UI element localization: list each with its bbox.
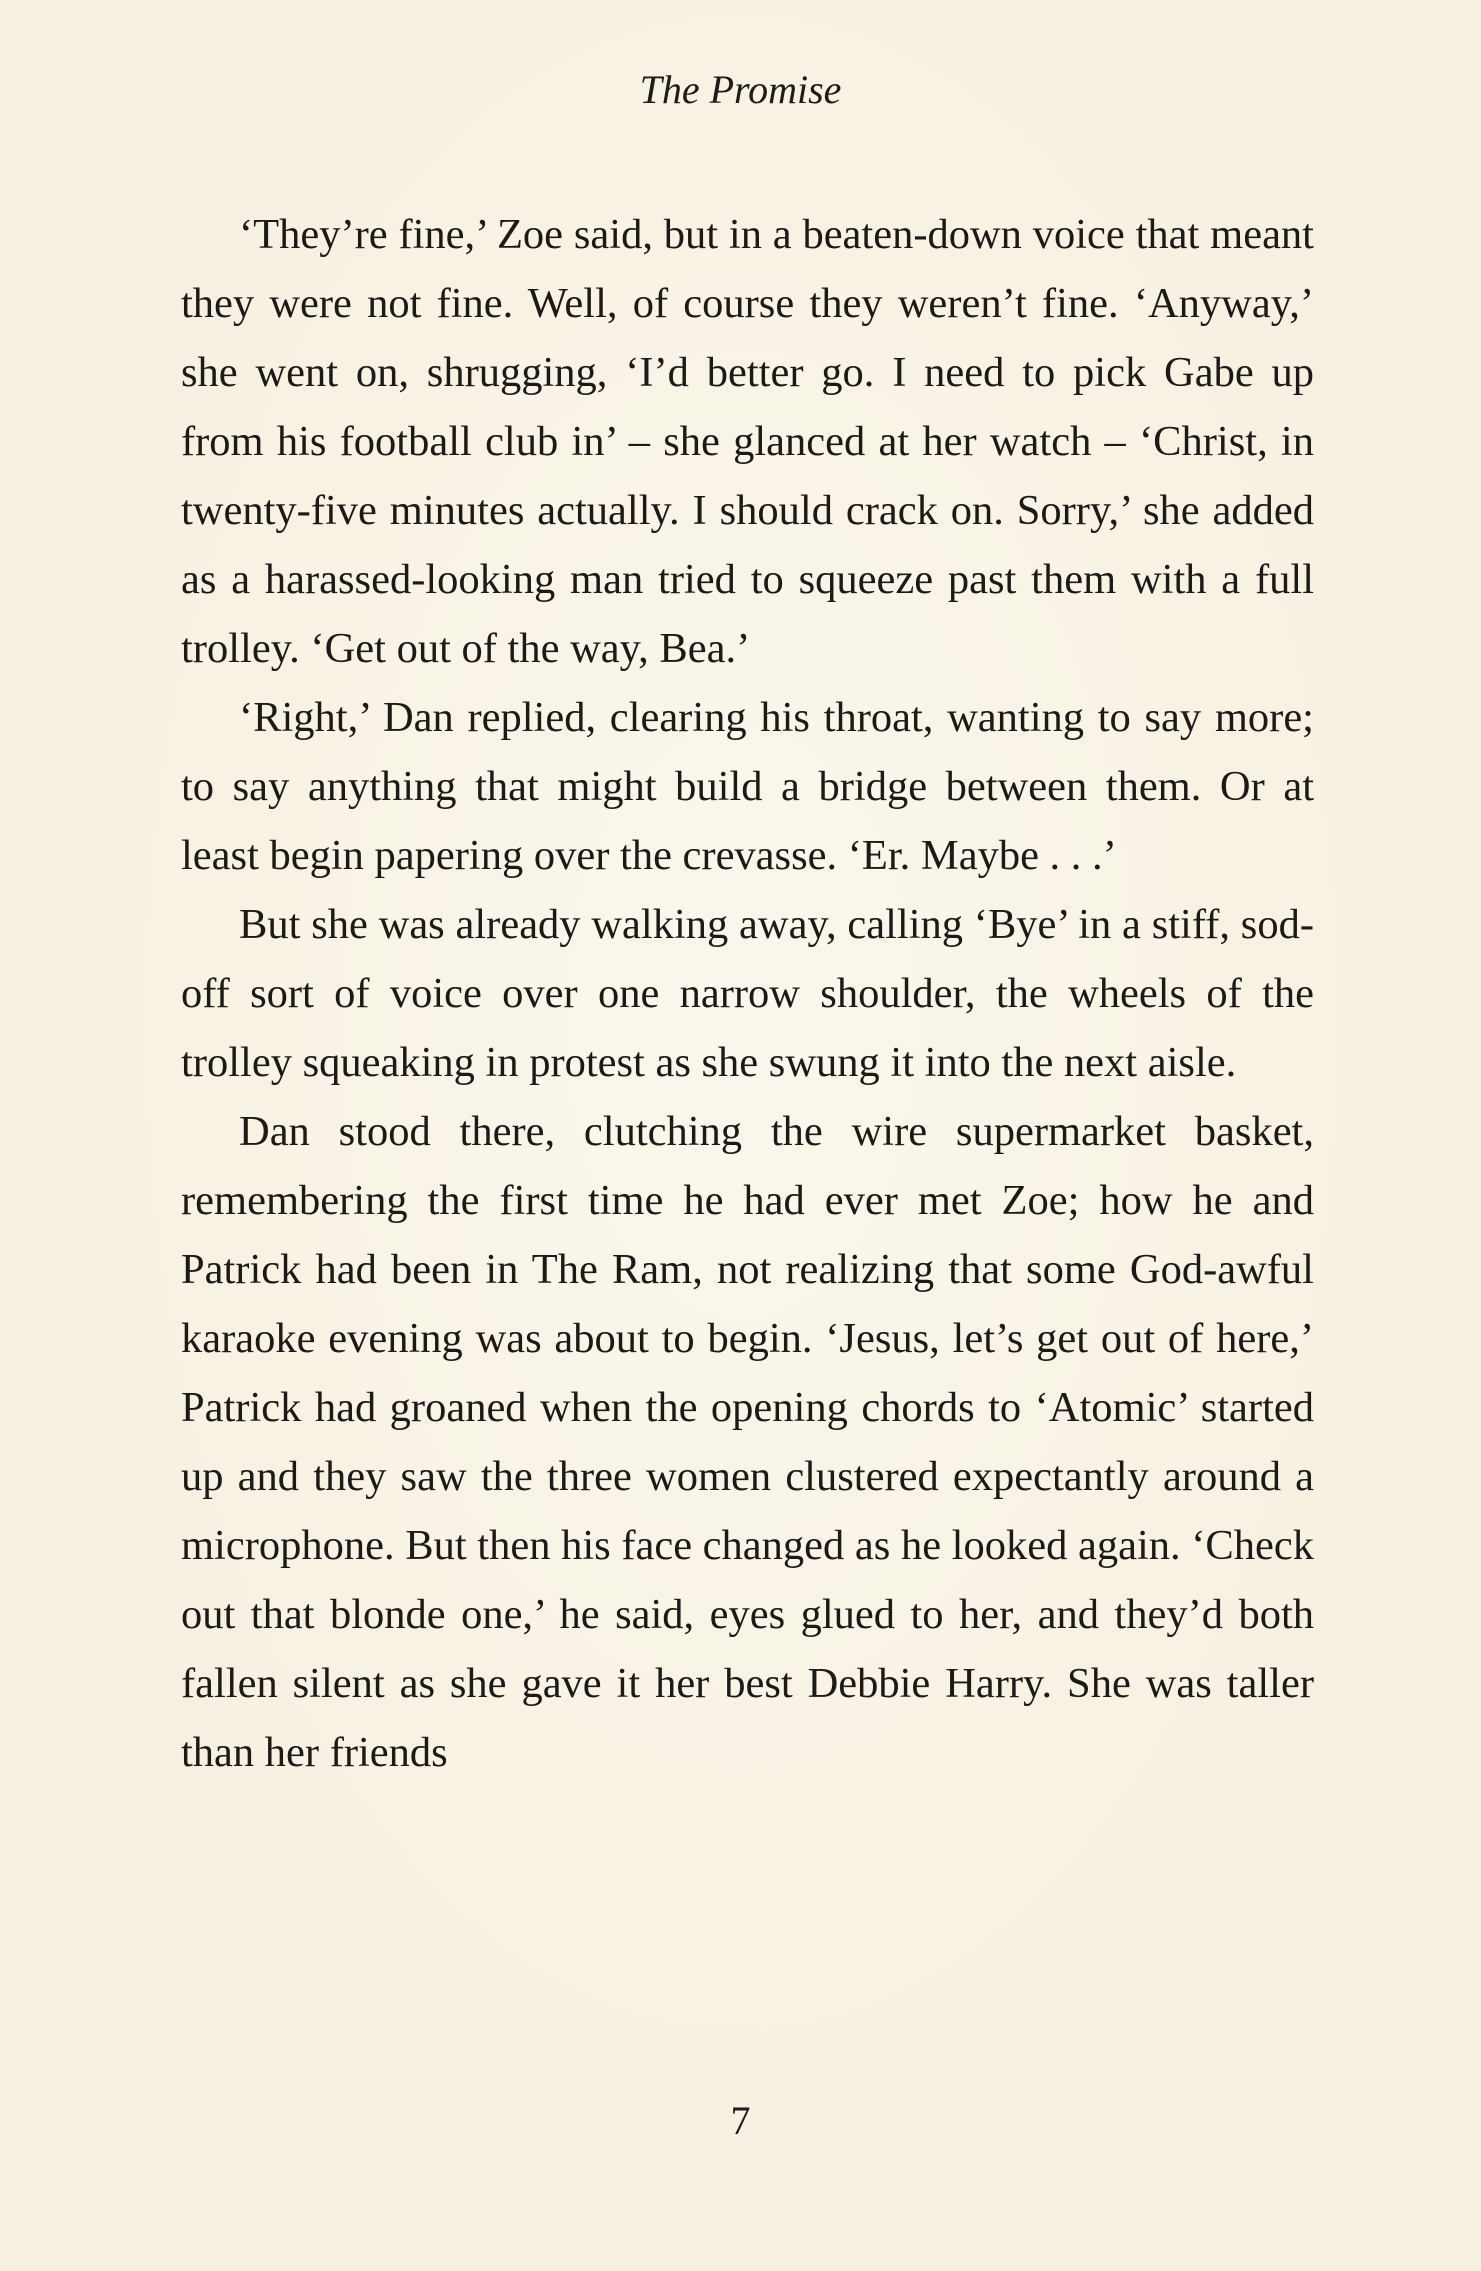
running-head: The Promise	[639, 67, 842, 112]
body-text	[181, 200, 1314, 1787]
paragraph: ‘They’re fine,’ Zoe said, but in a beaten-down voice that meant they were not fine. Well, of course they weren’t fine. ‘Anyway,’ she went on, shrugging, ‘I’d better go. I need to pick Gabe up from his football club in’ – she glanced at her watch – ‘Christ, in twenty-five minutes actually. I should crack on. Sorry,’ she added as a harassed-looking man tried to squeeze past them with a full trolley. ‘Get out of the way, Bea.’	[181, 211, 1314, 672]
paragraph: ‘Right,’ Dan replied, clearing his throat, wanting to say more; to say anything that might build a bridge between them. Or at least begin papering over the crevasse. ‘Er. Maybe . . .’	[181, 694, 1314, 879]
paragraph: Dan stood there, clutching the wire supermarket basket, remembering the first time he had ever met Zoe; how he and Patrick had been in The Ram, not realizing that some God-awful karaoke evening was about to begin. ‘Jesus, let’s get out of here,’ Patrick had groaned when the opening chords to ‘Atomic’ started up and they saw the three women clustered expectantly around a microphone. But then his face changed as he looked again. ‘Check out that blonde one,’ he said, eyes glued to her, and they’d both fallen silent as she gave it her best Debbie Harry. She was taller than her friends	[181, 1108, 1314, 1776]
paragraph: But she was already walking away, calling ‘Bye’ in a stiff, sod-off sort of voice over one narrow shoulder, the wheels of the trolley squeaking in protest as she swung it into the next aisle.	[181, 901, 1314, 1086]
page-number: 7	[730, 2098, 751, 2143]
